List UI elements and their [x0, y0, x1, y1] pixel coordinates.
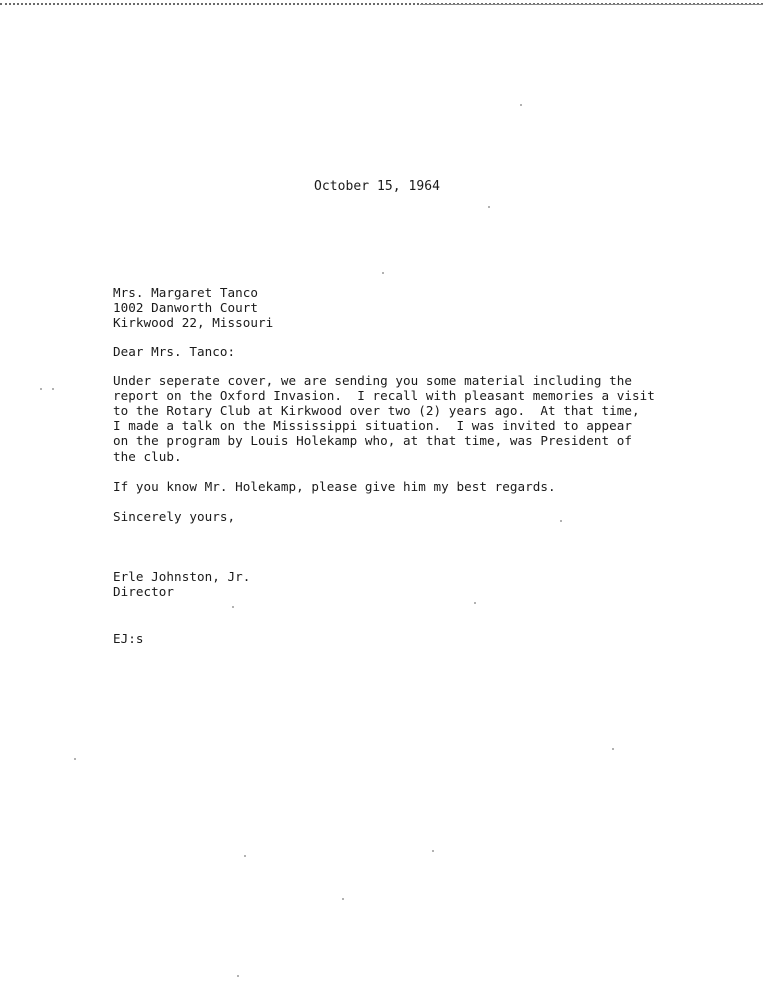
- scan-speck: [474, 602, 476, 604]
- scan-speck: [488, 206, 490, 208]
- scan-speck: [520, 104, 522, 106]
- signature-title: Director: [113, 584, 175, 599]
- body-line-6: the club.: [113, 449, 182, 464]
- scan-speck: [382, 272, 384, 274]
- body-line-3: to the Rotary Club at Kirkwood over two (2) years ago. At that time,: [113, 403, 640, 418]
- page-top-rule: [420, 4, 763, 5]
- scan-speck: [237, 975, 239, 977]
- body-line-2: report on the Oxford Invasion. I recall with pleasant memories a visit: [113, 388, 655, 403]
- signature-name: Erle Johnston, Jr.: [113, 569, 251, 584]
- recipient-city: Kirkwood 22, Missouri: [113, 315, 274, 330]
- scan-speck: [432, 850, 434, 852]
- scan-speck: [74, 758, 76, 760]
- salutation: Dear Mrs. Tanco:: [113, 344, 236, 359]
- scan-speck: [40, 388, 42, 390]
- recipient-name: Mrs. Margaret Tanco: [113, 285, 259, 300]
- typist-initials: EJ:s: [113, 631, 144, 646]
- letter-date: October 15, 1964: [314, 179, 441, 194]
- scan-speck: [244, 855, 246, 857]
- recipient-street: 1002 Danworth Court: [113, 300, 259, 315]
- scan-speck: [52, 388, 54, 390]
- body-line-1: Under seperate cover, we are sending you some material including the: [113, 373, 632, 388]
- scan-speck: [612, 748, 614, 750]
- body-line-4: I made a talk on the Mississippi situation. I was invited to appear: [113, 418, 632, 433]
- body-line-5: on the program by Louis Holekamp who, at that time, was President of: [113, 433, 632, 448]
- scan-speck: [560, 520, 562, 522]
- second-paragraph: If you know Mr. Holekamp, please give him my best regards.: [113, 479, 556, 494]
- scan-speck: [342, 898, 344, 900]
- scan-speck: [232, 606, 234, 608]
- closing: Sincerely yours,: [113, 509, 236, 524]
